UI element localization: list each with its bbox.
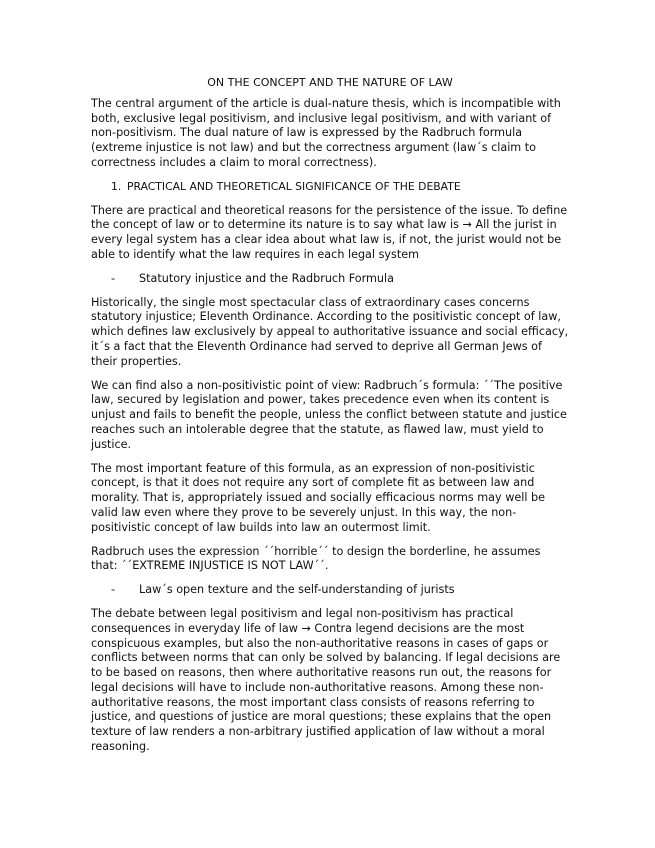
document-title: ON THE CONCEPT AND THE NATURE OF LAW [207,76,453,89]
document-body [91,76,569,764]
section-title: PRACTICAL AND THEORETICAL SIGNIFICANCE OF THE DEBATE [127,179,461,193]
paragraph-significance: There are practical and theoretical reasons for the persistence of the issue. To define the concept of law or to determine its nature is to say what law is → All the jurist in every legal system has a clear idea about what law is, if not, the jurist would not be able to identify what the law requires in each legal system [91,203,568,261]
bullet-heading-open-texture [91,583,569,598]
bullet-text: Law´s open texture and the self-understanding of jurists [139,583,455,597]
paragraph-borderline: Radbruch uses the expression ´´horrible´´ to design the borderline, he assumes that: ´´EXTREME INJUSTICE IS NOT LAW´´. [91,544,541,573]
intro-paragraph: The central argument of the article is dual-nature thesis, which is incompatible with both, exclusive legal positivism, and inclusive legal positivism, and with variant of non-positivism. The dual nature of law is expressed by the Radbruch formula (extreme injustice is not law) and but the correctness argument (law´s claim to correctness includes a claim to moral correctness). [91,96,561,169]
paragraph-radbruch-formula: We can find also a non-positivistic point of view: Radbruch´s formula: ´´The positive law, secured by legislation and power, takes precedence even when its content is unjust and fails to benefit the people, unless the conflict between statute and justice reaches such an intolerable degree that the statute, as flawed law, must yield to justice. [91,378,567,451]
paragraph-statutory-injustice: Historically, the single most spectacular class of extraordinary cases concerns statutory injustice; Eleventh Ordinance. According to the positivistic concept of law, which defines law exclusively by appeal to authoritative issuance and social efficacy, it´s a fact that the Eleventh Ordinance had served to deprive all German Jews of their properties. [91,295,569,368]
bullet-marker: - [111,583,116,597]
bullet-text: Statutory injustice and the Radbruch Formula [139,271,394,285]
bullet-marker: - [111,271,116,285]
section-heading [91,180,569,195]
section-number: 1. [111,179,122,193]
paragraph-open-texture: The debate between legal positivism and legal non-positivism has practical consequences in everyday life of law → Contra legend decisions are the most conspicuous examples, but also the non-authoritative reasons in cases of gaps or conflicts between norms that can only be solved by balancing. If legal decisions are to be based on reasons, then where authoritative reasons run out, the reasons for legal decisions will have to include non-authoritative reasons. Among these non-authoritative reasons, the most important class consists of reasons referring to justice, and questions of justice are moral questions; these explains that the open texture of law renders a non-arbitrary justified application of law without a moral reasoning. [91,606,561,754]
paragraph-formula-feature: The most important feature of this formula, as an expression of non-positivistic concept, is that it does not require any sort of complete fit as between law and morality. That is, appropriately issued and socially efficacious norms may well be valid law even where they prove to be severely unjust. In this way, the non-positivistic concept of law builds into law an outermost limit. [91,461,545,534]
bullet-heading-radbruch [91,272,569,287]
